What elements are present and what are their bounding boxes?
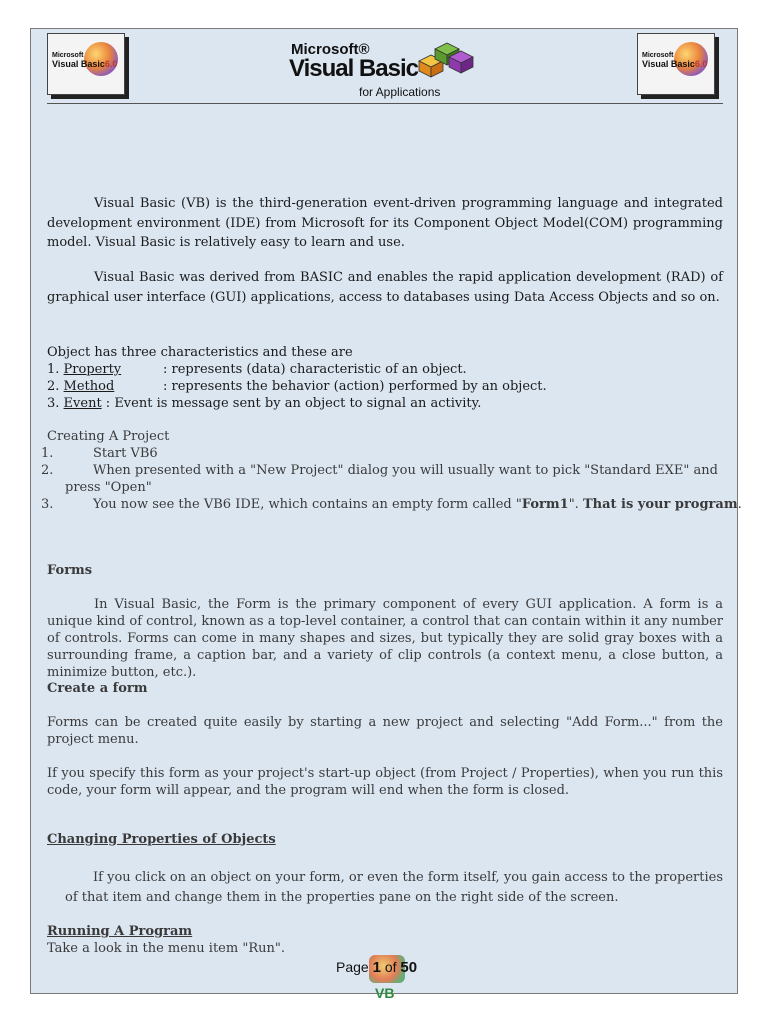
forms-paragraph: In Visual Basic, the Form is the primary component of every GUI application. A form is a unique kind of control, known as a top-level container, a control that can contain within it any number of controls. Forms can come in many shapes and sizes, but typically they are solid gray boxes with a surrounding frame, a caption bar, and a variety of clip controls (a context menu, a close button, a minimize button, etc.). xyxy=(47,597,723,680)
step-3-text xyxy=(93,496,742,513)
page-word: Page xyxy=(336,959,373,975)
create-form-heading: Create a form xyxy=(47,681,148,696)
logo-version: 6.0 xyxy=(694,59,708,69)
running-program-heading: Running A Program xyxy=(47,924,193,939)
characteristic-event xyxy=(47,395,481,412)
vba-for-applications: for Applications xyxy=(359,85,441,99)
page-of: of xyxy=(380,959,401,975)
step-3-pre: You now see the VB6 IDE, which contains an empty form called " xyxy=(93,497,522,512)
page-current: 1 xyxy=(372,959,381,976)
item-label: Method xyxy=(63,379,115,394)
step-2-continuation: press "Open" xyxy=(65,480,152,495)
logo-vb-name: Visual Basic xyxy=(52,59,105,69)
step-2-text: When presented with a "New Project" dialog you will usually want to pick "Standard EXE" and xyxy=(93,463,718,478)
cubes-icon xyxy=(415,39,479,79)
step-3-form1: Form1 xyxy=(521,497,569,512)
logo-version: 6.0 xyxy=(104,59,118,69)
vb6-logo-right xyxy=(637,33,715,95)
vba-microsoft: Microsoft® xyxy=(291,41,370,58)
page-number xyxy=(336,959,417,976)
item-label: Property xyxy=(63,362,122,377)
characteristics-intro: Object has three characteristics and these are xyxy=(47,345,353,360)
header-divider xyxy=(47,103,723,104)
document-page xyxy=(30,28,742,1001)
logo-vb-name: Visual Basic xyxy=(642,59,695,69)
step-number: 1. xyxy=(41,446,54,461)
vba-visual-basic: Visual Basic xyxy=(289,55,418,82)
creating-project-title: Creating A Project xyxy=(47,429,170,444)
changing-properties-paragraph: If you click on an object on your form, or even the form itself, you gain access to the properties of that item and change them in the properties pane on the right side of the screen. xyxy=(65,870,723,905)
create-form-paragraph-2: If you specify this form as your project's start-up object (from Project / Properties), when you run this code, your form will appear, and the program will end when the form is closed. xyxy=(47,766,723,798)
vb6-logo-left xyxy=(47,33,125,95)
item-number: 3. xyxy=(47,396,64,411)
step-number: 2. xyxy=(41,463,54,478)
forms-heading: Forms xyxy=(47,563,93,578)
intro-paragraph-2: Visual Basic was derived from BASIC and enables the rapid application development (RAD) of graphical user interface (GUI) applications, access to databases using Data Access Objects and so on. xyxy=(47,270,723,305)
characteristic-method xyxy=(47,378,647,395)
running-program-text: Take a look in the menu item "Run". xyxy=(47,941,285,956)
changing-properties-heading: Changing Properties of Objects xyxy=(47,832,276,847)
item-desc: : Event is message sent by an object to signal an activity. xyxy=(101,396,482,411)
item-desc: : represents the behavior (action) performed by an object. xyxy=(163,379,547,394)
item-number: 2. xyxy=(47,379,64,394)
step-3-post: . xyxy=(737,497,742,512)
step-1-text: Start VB6 xyxy=(93,446,158,461)
logo-microsoft-text: Microsoft xyxy=(642,52,674,59)
logo-microsoft-text: Microsoft xyxy=(52,52,84,59)
step-number: 3. xyxy=(41,497,54,512)
vba-logo xyxy=(289,39,479,99)
item-number: 1. xyxy=(47,362,64,377)
logo-vb-text xyxy=(642,59,707,69)
page-total: 50 xyxy=(400,959,418,976)
logo-vb-text xyxy=(52,59,117,69)
intro-paragraph-1: Visual Basic (VB) is the third-generation event-driven programming language and integrated development environment (IDE) from Microsoft for its Component Object Model(COM) programming model. Visual Basic is relatively easy to learn and use. xyxy=(47,196,723,250)
vb-footer-text: VB xyxy=(375,985,395,1001)
step-3-program: That is your program xyxy=(582,497,738,512)
create-form-paragraph-1: Forms can be created quite easily by starting a new project and selecting "Add Form..." from the project menu. xyxy=(47,715,723,747)
characteristic-property xyxy=(47,361,647,378)
step-3-mid: ". xyxy=(568,497,583,512)
item-label: Event xyxy=(63,396,102,411)
item-desc: : represents (data) characteristic of an object. xyxy=(163,362,467,377)
